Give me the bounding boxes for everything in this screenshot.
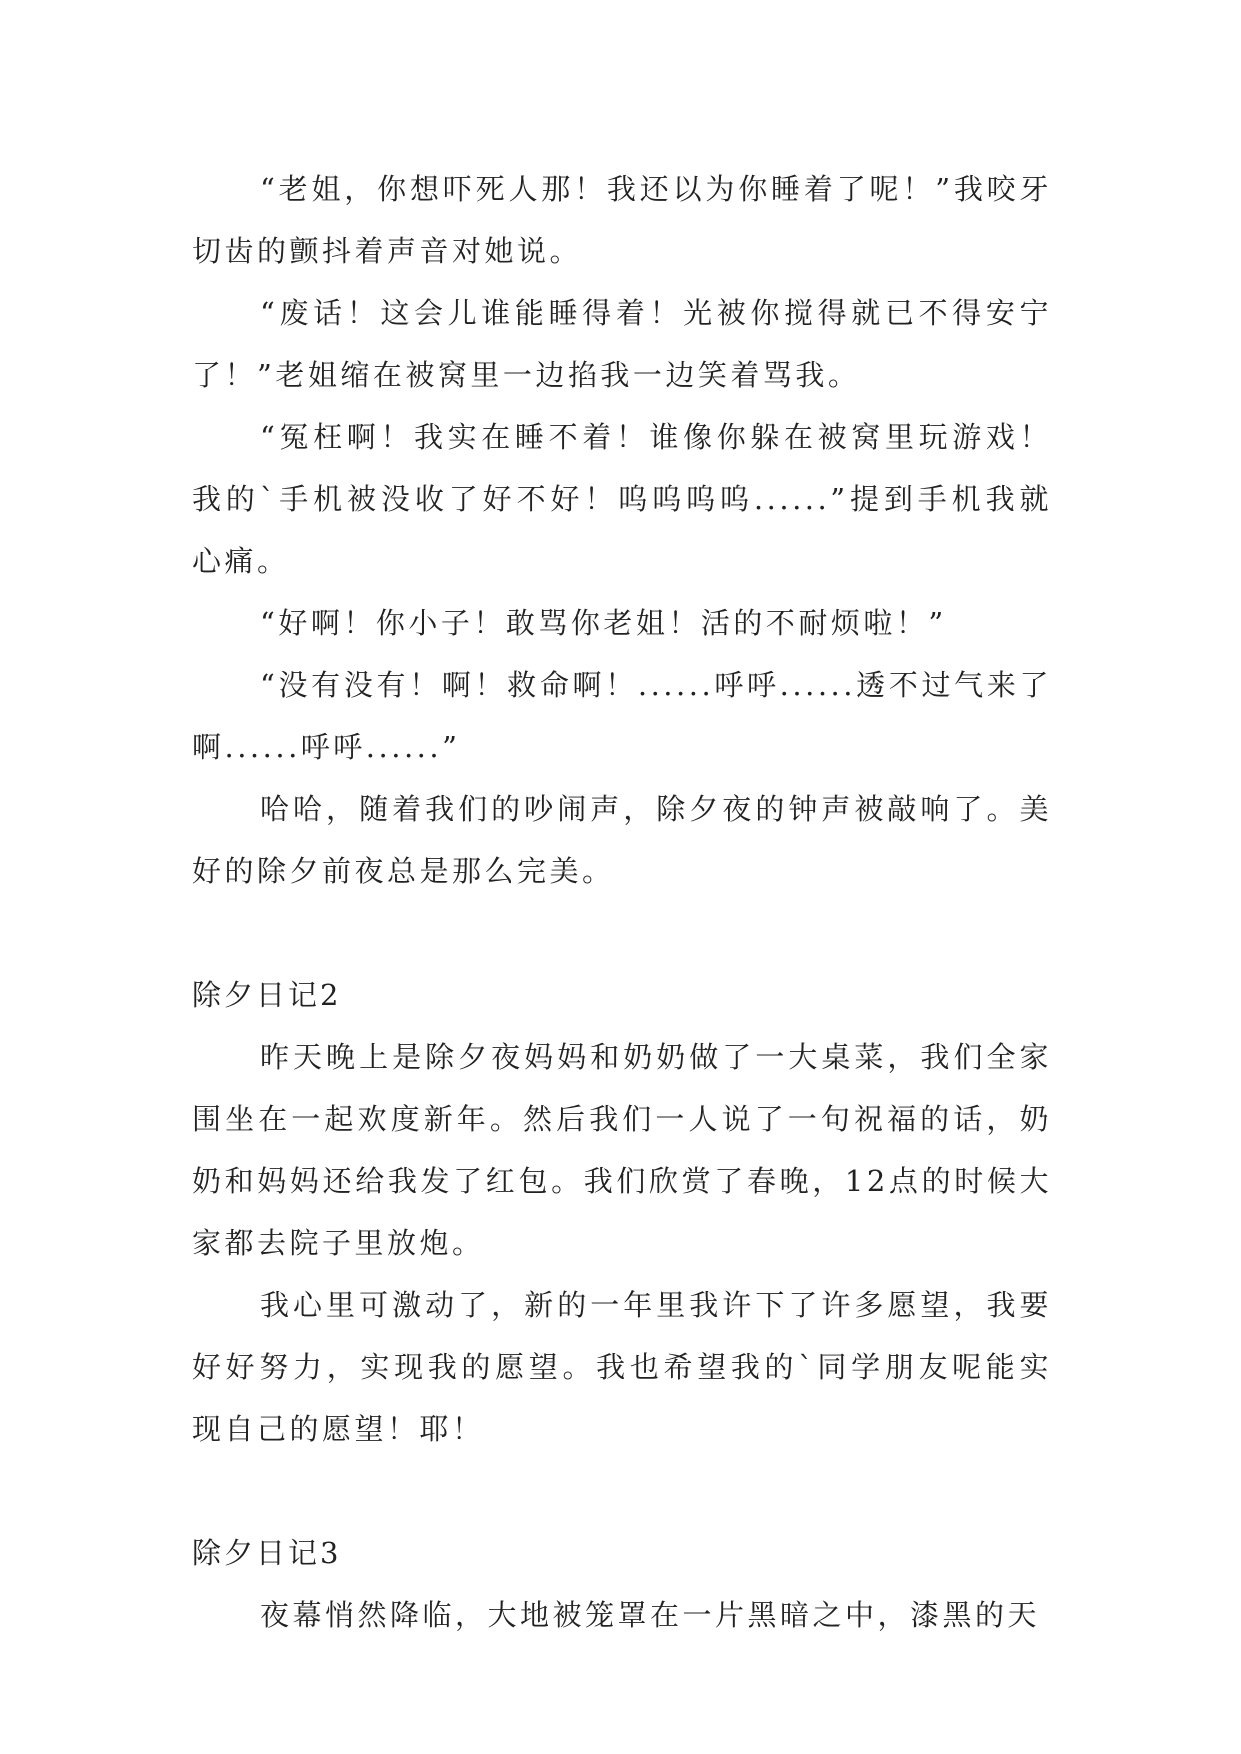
paragraph: 哈哈，随着我们的吵闹声，除夕夜的钟声被敲响了。美好的除夕前夜总是那么完美。 <box>192 792 1052 888</box>
section-gap <box>192 902 1052 964</box>
paragraph: “冤枉啊！我实在睡不着！谁像你躲在被窝里玩游戏！我的`手机被没收了好不好！呜呜呜呜......”提到手机我就心痛。 <box>192 420 1052 578</box>
paragraph: “废话！这会儿谁能睡得着！光被你搅得就已不得安宁了！”老姐缩在被窝里一边掐我一边笑着骂我。 <box>192 296 1052 392</box>
paragraph: 我心里可激动了，新的一年里我许下了许多愿望，我要好好努力，实现我的愿望。我也希望我的`同学朋友呢能实现自己的愿望！耶！ <box>192 1288 1052 1446</box>
section-gap <box>192 1460 1052 1522</box>
document-page <box>192 158 1052 1646</box>
paragraph: 夜幕悄然降临，大地被笼罩在一片黑暗之中，漆黑的天 <box>260 1598 1041 1632</box>
paragraph: “好啊！你小子！敢骂你老姐！活的不耐烦啦！” <box>260 606 947 640</box>
paragraph: 昨天晚上是除夕夜妈妈和奶奶做了一大桌菜，我们全家围坐在一起欢度新年。然后我们一人说了一句祝福的话，奶奶和妈妈还给我发了红包。我们欣赏了春晚，12点的时候大家都去院子里放炮。 <box>192 1040 1052 1260</box>
paragraph: “没有没有！啊！救命啊！......呼呼......透不过气来了啊......呼呼......” <box>192 668 1052 764</box>
paragraph: “老姐，你想吓死人那！我还以为你睡着了呢！”我咬牙切齿的颤抖着声音对她说。 <box>192 172 1052 268</box>
section-title: 除夕日记3 <box>192 1536 342 1570</box>
section-title: 除夕日记2 <box>192 978 342 1012</box>
